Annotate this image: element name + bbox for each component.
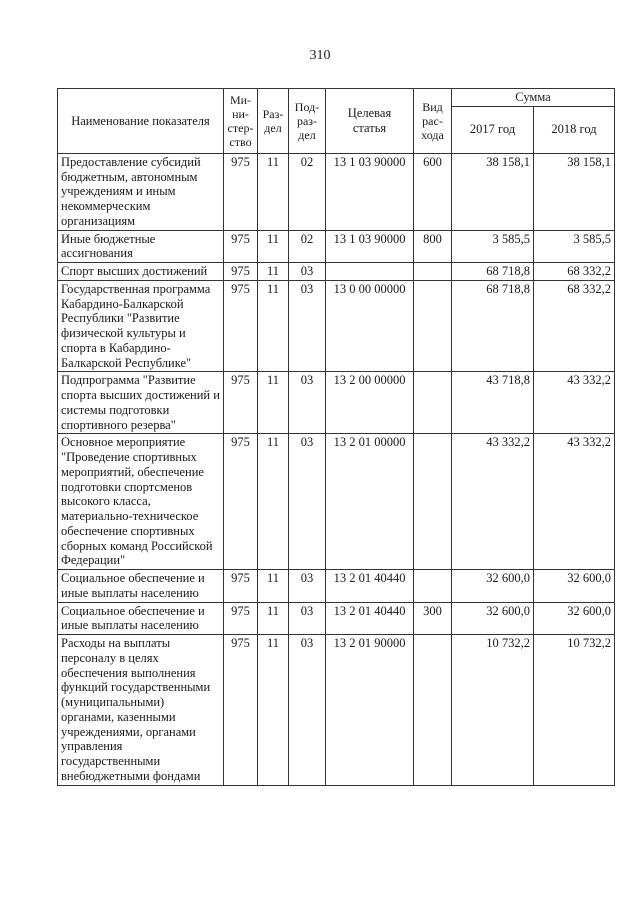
page-number: 310 [309, 48, 331, 63]
row-2018: 68 332,2 [534, 280, 615, 372]
row-2017: 3 585,5 [452, 230, 534, 263]
row-name: Расходы на выплаты персоналу в целях обеспечения выполнения функций государственными (муниципальными) органами, казенными учреждениями, органами управления государственными внебюджетными фондами [58, 635, 224, 786]
row-section: 11 [258, 372, 289, 434]
row-expense-type [414, 570, 452, 603]
row-2018: 32 600,0 [534, 570, 615, 603]
row-section: 11 [258, 230, 289, 263]
row-2018: 43 332,2 [534, 372, 615, 434]
table-row [58, 372, 615, 434]
row-ministry: 975 [224, 635, 258, 786]
row-2017: 68 718,8 [452, 263, 534, 281]
header-expense-type: Вид рас- хода [414, 89, 452, 154]
row-ministry: 975 [224, 434, 258, 570]
header-section: Раз- дел [258, 89, 289, 154]
table-row [58, 280, 615, 372]
header-ministry: Ми- ни- стер- ство [224, 89, 258, 154]
row-subsection: 03 [289, 635, 326, 786]
header-name: Наименование показателя [58, 89, 224, 154]
row-expense-type [414, 635, 452, 786]
row-expense-type [414, 263, 452, 281]
row-target: 13 2 01 40440 [326, 570, 414, 603]
header-sum: Сумма [452, 89, 615, 107]
row-subsection: 03 [289, 263, 326, 281]
row-expense-type [414, 372, 452, 434]
row-ministry: 975 [224, 230, 258, 263]
row-name: Социальное обеспечение и иные выплаты населению [58, 570, 224, 603]
row-2017: 10 732,2 [452, 635, 534, 786]
row-2017: 43 332,2 [452, 434, 534, 570]
row-subsection: 02 [289, 153, 326, 230]
row-target [326, 263, 414, 281]
row-section: 11 [258, 263, 289, 281]
row-name: Иные бюджетные ассигнования [58, 230, 224, 263]
row-2017: 32 600,0 [452, 602, 534, 635]
table-row [58, 434, 615, 570]
row-subsection: 03 [289, 372, 326, 434]
row-ministry: 975 [224, 372, 258, 434]
row-name: Спорт высших достижений [58, 263, 224, 281]
row-2017: 43 718,8 [452, 372, 534, 434]
row-target: 13 1 03 90000 [326, 153, 414, 230]
row-subsection: 03 [289, 602, 326, 635]
table-row [58, 263, 615, 281]
row-expense-type [414, 280, 452, 372]
header-year-2017: 2017 год [452, 106, 534, 153]
row-subsection: 03 [289, 570, 326, 603]
header-row-top [58, 89, 615, 107]
row-expense-type: 600 [414, 153, 452, 230]
row-target: 13 2 01 90000 [326, 635, 414, 786]
row-target: 13 2 01 40440 [326, 602, 414, 635]
header-year-2018: 2018 год [534, 106, 615, 153]
row-subsection: 02 [289, 230, 326, 263]
row-name: Социальное обеспечение и иные выплаты населению [58, 602, 224, 635]
row-name: Основное мероприятие "Проведение спортивных мероприятий, обеспечение подготовки спортсменов высокого класса, материально-техническое обеспечение спортивных сборных команд Российской Федерации" [58, 434, 224, 570]
row-ministry: 975 [224, 263, 258, 281]
row-target: 13 2 01 00000 [326, 434, 414, 570]
row-2017: 68 718,8 [452, 280, 534, 372]
row-2018: 3 585,5 [534, 230, 615, 263]
row-subsection: 03 [289, 434, 326, 570]
header-subsection: Под- раз- дел [289, 89, 326, 154]
row-target: 13 1 03 90000 [326, 230, 414, 263]
row-2018: 68 332,2 [534, 263, 615, 281]
row-subsection: 03 [289, 280, 326, 372]
row-name: Государственная программа Кабардино-Балкарской Республики "Развитие физической культуры и спорта в Кабардино-Балкарской Республике" [58, 280, 224, 372]
row-ministry: 975 [224, 153, 258, 230]
row-section: 11 [258, 570, 289, 603]
row-section: 11 [258, 602, 289, 635]
row-expense-type: 800 [414, 230, 452, 263]
row-section: 11 [258, 434, 289, 570]
table-row [58, 602, 615, 635]
row-expense-type: 300 [414, 602, 452, 635]
row-target: 13 0 00 00000 [326, 280, 414, 372]
table-row [58, 230, 615, 263]
row-section: 11 [258, 635, 289, 786]
header-target: Целевая статья [326, 89, 414, 154]
row-2018: 32 600,0 [534, 602, 615, 635]
row-name: Предоставление субсидий бюджетным, автономным учреждениям и иным некоммерческим организациям [58, 153, 224, 230]
row-name: Подпрограмма "Развитие спорта высших достижений и системы подготовки спортивного резерва" [58, 372, 224, 434]
row-section: 11 [258, 153, 289, 230]
row-2017: 38 158,1 [452, 153, 534, 230]
row-ministry: 975 [224, 602, 258, 635]
table-row [58, 570, 615, 603]
budget-table [57, 88, 615, 786]
table-row [58, 635, 615, 786]
row-section: 11 [258, 280, 289, 372]
row-ministry: 975 [224, 280, 258, 372]
row-2018: 43 332,2 [534, 434, 615, 570]
row-2017: 32 600,0 [452, 570, 534, 603]
row-target: 13 2 00 00000 [326, 372, 414, 434]
row-ministry: 975 [224, 570, 258, 603]
row-2018: 38 158,1 [534, 153, 615, 230]
table-row [58, 153, 615, 230]
row-expense-type [414, 434, 452, 570]
row-2018: 10 732,2 [534, 635, 615, 786]
